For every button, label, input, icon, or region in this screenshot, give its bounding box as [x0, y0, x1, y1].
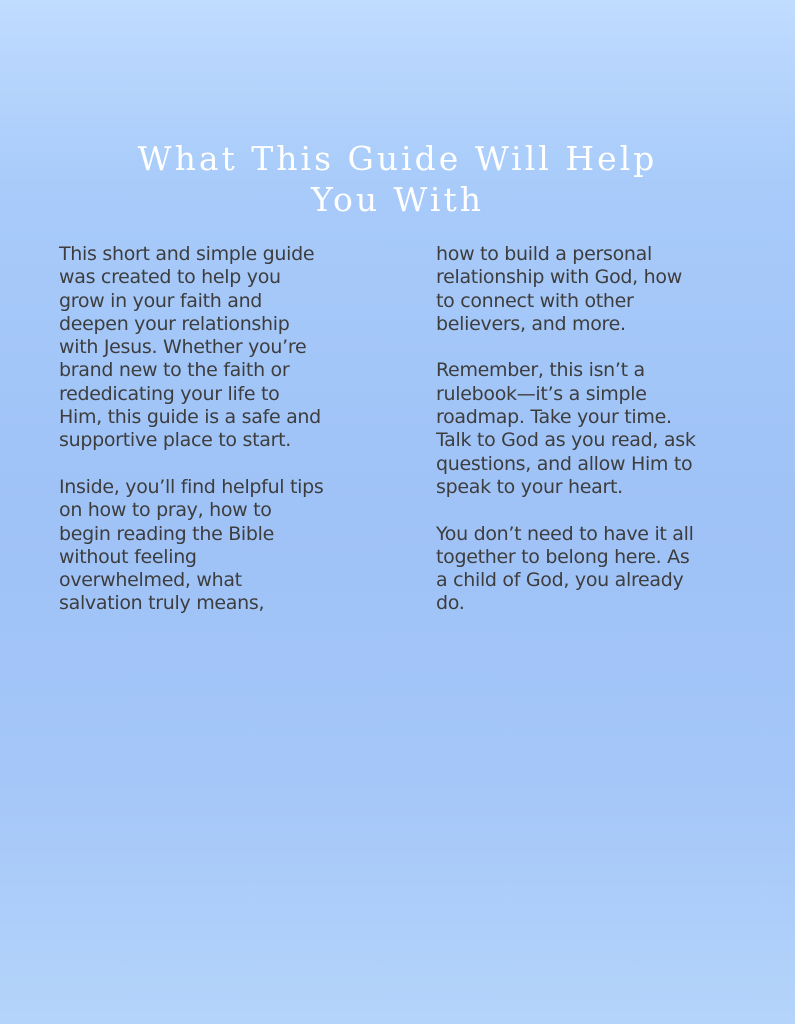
text-line: salvation truly means,	[59, 592, 265, 615]
text-line: how to build a personal	[436, 243, 652, 265]
text-line: supportive place to start.	[59, 429, 291, 452]
text-line: begin reading the Bible	[59, 522, 275, 545]
text-line: rulebook—it’s a simple	[436, 382, 647, 405]
text-line: Talk to God as you read, ask	[436, 429, 696, 452]
text-line: a child of God, you already	[436, 569, 684, 592]
text-line: Inside, you’ll find helpful tips	[59, 475, 324, 498]
page-title	[0, 138, 795, 220]
text-line: brand new to the faith or	[59, 359, 290, 382]
title-line-1: What This Guide Will Help	[137, 139, 658, 178]
text-line: relationship with God, how	[436, 266, 682, 289]
intro-paragraph	[59, 243, 369, 453]
text-line: Him, this guide is a safe and	[59, 406, 321, 429]
text-line: was created to help you	[59, 266, 281, 289]
text-line: together to belong here. As	[436, 545, 690, 568]
text-line: rededicating your life to	[59, 382, 280, 405]
text-line: overwhelmed, what	[59, 569, 242, 592]
title-line-2: You With	[311, 180, 484, 219]
text-line: with Jesus. Whether you’re	[59, 336, 307, 359]
text-line: roadmap. Take your time.	[436, 406, 672, 429]
text-line: Remember, this isn’t a	[436, 359, 645, 382]
text-line: do.	[436, 592, 465, 615]
text-line: believers, and more.	[436, 312, 626, 335]
left-column	[59, 243, 369, 639]
right-column	[436, 243, 736, 639]
belonging-paragraph	[436, 523, 736, 616]
remember-paragraph	[436, 359, 736, 499]
text-line: to connect with other	[436, 289, 634, 312]
text-line: grow in your faith and	[59, 289, 263, 312]
inside-paragraph	[59, 476, 369, 616]
continuation-paragraph	[436, 243, 736, 336]
text-line: on how to pray, how to	[59, 499, 272, 522]
text-line: without feeling	[59, 545, 197, 568]
text-line: deepen your relationship	[59, 312, 290, 335]
text-line: You don’t need to have it all	[436, 522, 694, 545]
text-line: This short and simple guide	[59, 243, 315, 265]
text-line: speak to your heart.	[436, 475, 623, 498]
text-line: questions, and allow Him to	[436, 452, 693, 475]
